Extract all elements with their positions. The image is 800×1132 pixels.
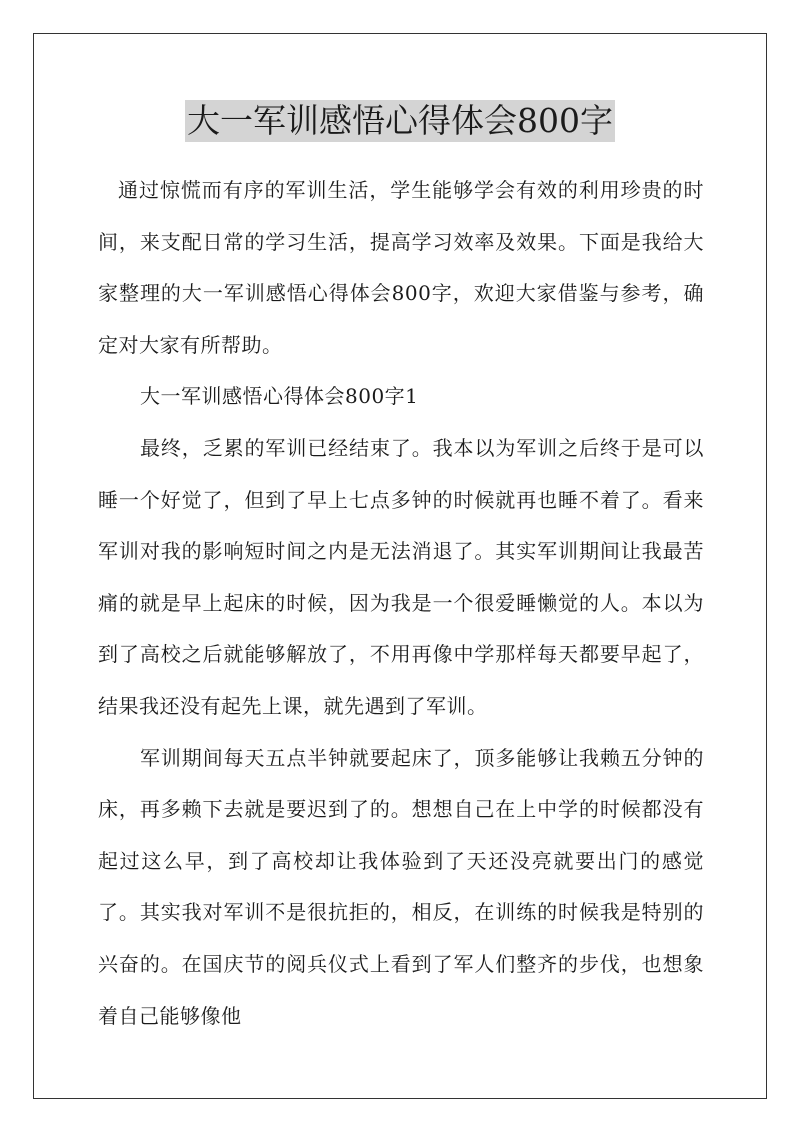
document-title: 大一军训感悟心得体会800字 — [187, 101, 613, 140]
intro-paragraph: 通过惊慌而有序的军训生活，学生能够学会有效的利用珍贵的时间，来支配日常的学习生活，提高学习效率及效果。下面是我给大家整理的大一军训感悟心得体会800字，欢迎大家借鉴与参考，确定对大家有所帮助。 — [98, 178, 704, 357]
body-paragraph-2: 军训期间每天五点半钟就要起床了，顶多能够让我赖五分钟的床，再多赖下去就是要迟到了的。想想自己在上中学的时候都没有起过这么早，到了高校却让我体验到了天还没亮就要出门的感觉了。其实我对军训不是很抗拒的，相反，在训练的时候我是特别的兴奋的。在国庆节的阅兵仪式上看到了军人们整齐的步伐，也想象着自己能够像他 — [98, 745, 704, 1028]
body-paragraph-1: 最终，乏累的军训已经结束了。我本以为军训之后终于是可以睡一个好觉了，但到了早上七点多钟的时候就再也睡不着了。看来军训对我的影响短时间之内是无法消退了。其实军训期间让我最苦痛的就是早上起床的时候，因为我是一个很爱睡懒觉的人。本以为到了高校之后就能够解放了，不用再像中学那样每天都要早起了，结果我还没有起先上课，就先遇到了军训。 — [98, 435, 704, 718]
section-heading: 大一军训感悟心得体会800字1 — [140, 384, 419, 409]
document-body — [98, 165, 704, 1042]
title-container — [0, 100, 800, 142]
